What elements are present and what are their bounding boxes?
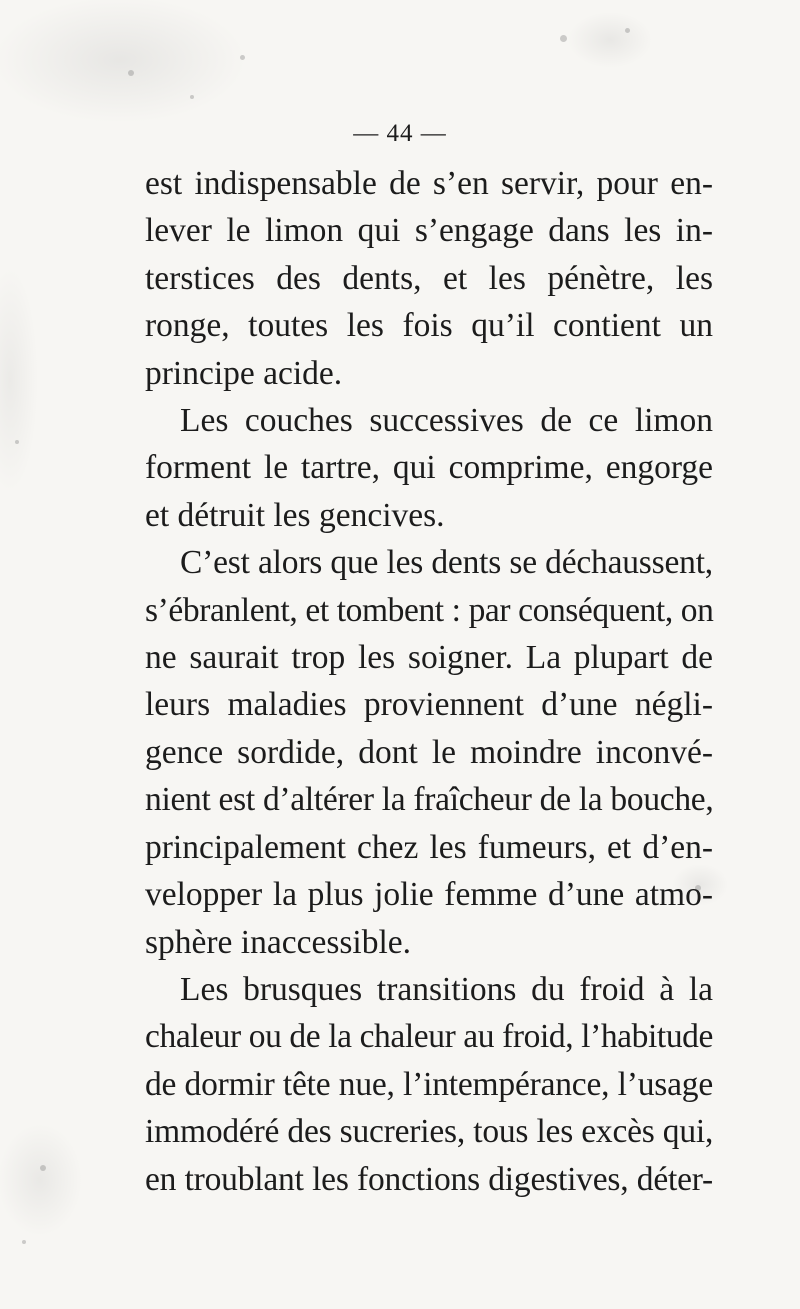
text-line: C’est alors que les dents se déchaussent,: [180, 544, 713, 582]
text-line: Les couches successives de ce limon: [180, 402, 713, 440]
foxing-spot: [128, 70, 134, 76]
paragraph: [145, 539, 713, 966]
foxing-spot: [190, 95, 194, 99]
text-line: principalement chez les fumeurs, et d’en-: [145, 828, 713, 866]
paragraph: [145, 397, 713, 539]
body-text: [145, 160, 713, 1203]
text-line: sphère inaccessible.: [145, 923, 412, 961]
text-line: et détruit les gencives.: [145, 496, 445, 534]
foxing-spot: [22, 1240, 26, 1244]
foxing-spot: [625, 28, 630, 33]
text-line: principe acide.: [145, 354, 343, 392]
text-line: s’ébranlent, et tombent : par conséquent, on: [145, 591, 714, 629]
text-line: chaleur ou de la chaleur au froid, l’habitude: [145, 1018, 713, 1056]
text-line: de dormir tête nue, l’intempérance, l’usage: [145, 1065, 713, 1103]
foxing-spot: [40, 1165, 46, 1171]
foxing-spot: [240, 55, 245, 60]
text-line: terstices des dents, et les pénètre, les: [145, 259, 713, 297]
foxing-spot: [560, 35, 567, 42]
text-line: ronge, toutes les fois qu’il contient un: [145, 307, 713, 345]
foxing-spot: [15, 440, 19, 444]
text-line: ne saurait trop les soigner. La plupart de: [145, 639, 713, 677]
text-line: nient est d’altérer la fraîcheur de la bouche,: [145, 781, 714, 819]
text-line: Les brusques transitions du froid à la: [180, 970, 713, 1008]
text-line: lever le limon qui s’engage dans les in-: [145, 212, 713, 250]
text-line: leurs maladies proviennent d’une négli-: [145, 686, 713, 724]
paragraph: [145, 160, 713, 397]
page-number: — 44 —: [353, 120, 447, 147]
paragraph: [145, 966, 713, 1203]
text-line: velopper la plus jolie femme d’une atmo-: [145, 876, 713, 914]
text-line: gence sordide, dont le moindre inconvé-: [145, 733, 713, 771]
text-line: est indispensable de s’en servir, pour en-: [145, 165, 713, 202]
text-line: en troublant les fonctions digestives, déter-: [145, 1160, 713, 1198]
text-line: forment le tartre, qui comprime, engorge: [145, 449, 713, 487]
text-line: immodéré des sucreries, tous les excès qui,: [145, 1113, 714, 1151]
